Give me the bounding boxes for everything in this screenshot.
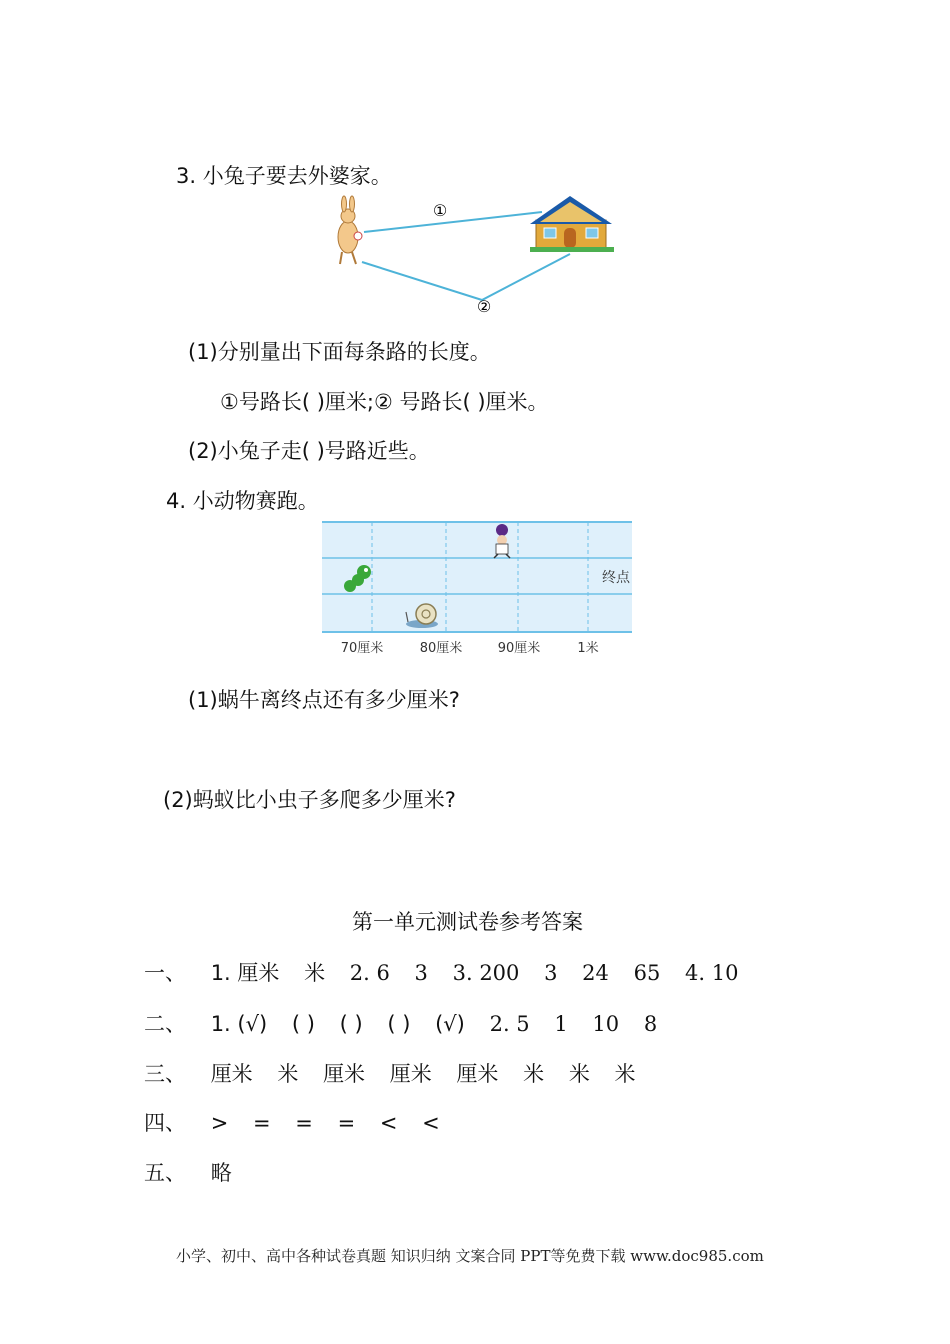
tick-label-70: 70厘米 [340, 641, 384, 656]
answer-item: < [422, 1111, 440, 1135]
answer-item: 3 [544, 961, 558, 985]
answer-item: 3 [414, 961, 428, 985]
answer-item: 3. 200 [452, 961, 520, 985]
route-2-line [362, 254, 570, 300]
answer-item: 2. 5 [489, 1012, 530, 1036]
answer-row-1 [144, 957, 756, 987]
answer-item: 8 [643, 1012, 658, 1036]
answer-row-label: 四、 [144, 1111, 186, 1135]
answers-title: 第一单元测试卷参考答案 [352, 910, 583, 934]
answer-item: 1. 厘米 [210, 961, 280, 985]
rabbit-icon [338, 196, 362, 264]
answer-item: 米 [523, 1062, 545, 1086]
answer-item: (√) [435, 1012, 465, 1036]
route-diagram [330, 192, 620, 322]
q3-sub1: (1)分别量出下面每条路的长度。 [188, 340, 491, 364]
answer-item: 米 [614, 1062, 636, 1086]
q4-sub2: (2)蚂蚁比小虫子多爬多少厘米? [163, 788, 456, 812]
route-2-label: ② [476, 297, 492, 316]
answer-item: 米 [277, 1062, 299, 1086]
answer-row-4 [144, 1107, 458, 1137]
answer-item: 24 [582, 961, 609, 985]
answer-item: ( ) [339, 1012, 363, 1036]
race-track [320, 518, 636, 663]
answer-row-label: 一、 [144, 961, 186, 985]
answer-item: < [379, 1111, 398, 1135]
answer-item: = [337, 1111, 356, 1135]
answer-row-2 [144, 1008, 675, 1038]
answer-item: > [210, 1111, 229, 1135]
q3-sub1-fill: ①号路长( )厘米;② 号路长( )厘米。 [220, 390, 549, 414]
answer-row-label: 二、 [144, 1012, 186, 1036]
answer-item: ( ) [291, 1012, 315, 1036]
answer-item: 4. 10 [685, 961, 739, 985]
answer-item: ( ) [387, 1012, 411, 1036]
tick-label-80: 80厘米 [419, 641, 463, 656]
answer-item: 厘米 [323, 1062, 366, 1086]
answer-row-label: 五、 [144, 1161, 186, 1185]
answer-row-5 [144, 1157, 250, 1187]
q3-sub2: (2)小兔子走( )号路近些。 [188, 439, 430, 463]
answer-item: 米 [568, 1062, 590, 1086]
tick-label-90: 90厘米 [497, 641, 541, 656]
finish-label: 终点 [602, 570, 630, 586]
answer-item: 1. (√) [210, 1012, 268, 1036]
answer-item: 略 [210, 1161, 232, 1185]
answer-item: = [252, 1111, 271, 1135]
answer-item: = [295, 1111, 313, 1135]
tick-label-1m: 1米 [577, 641, 599, 656]
answer-item: 2. 6 [349, 961, 390, 985]
answer-item: 65 [633, 961, 661, 985]
answer-item: 米 [304, 961, 326, 985]
answer-item: 厘米 [389, 1062, 432, 1086]
house-icon [530, 196, 614, 252]
q4-sub1: (1)蜗牛离终点还有多少厘米? [188, 688, 460, 712]
answer-row-label: 三、 [144, 1062, 186, 1086]
answer-item: 厘米 [456, 1062, 499, 1086]
q3-title: 3. 小兔子要去外婆家。 [176, 164, 392, 188]
answer-row-3 [144, 1058, 654, 1088]
answer-item: 1 [554, 1012, 568, 1036]
answer-item: 厘米 [210, 1062, 253, 1086]
q4-title: 4. 小动物赛跑。 [166, 489, 319, 513]
route-1-line [364, 212, 542, 232]
route-1-label: ① [432, 201, 448, 220]
answer-item: 10 [592, 1012, 620, 1036]
page-footer: 小学、初中、高中各种试卷真题 知识归纳 文案合同 PPT等免费下载 www.doc985.com [176, 1247, 764, 1265]
